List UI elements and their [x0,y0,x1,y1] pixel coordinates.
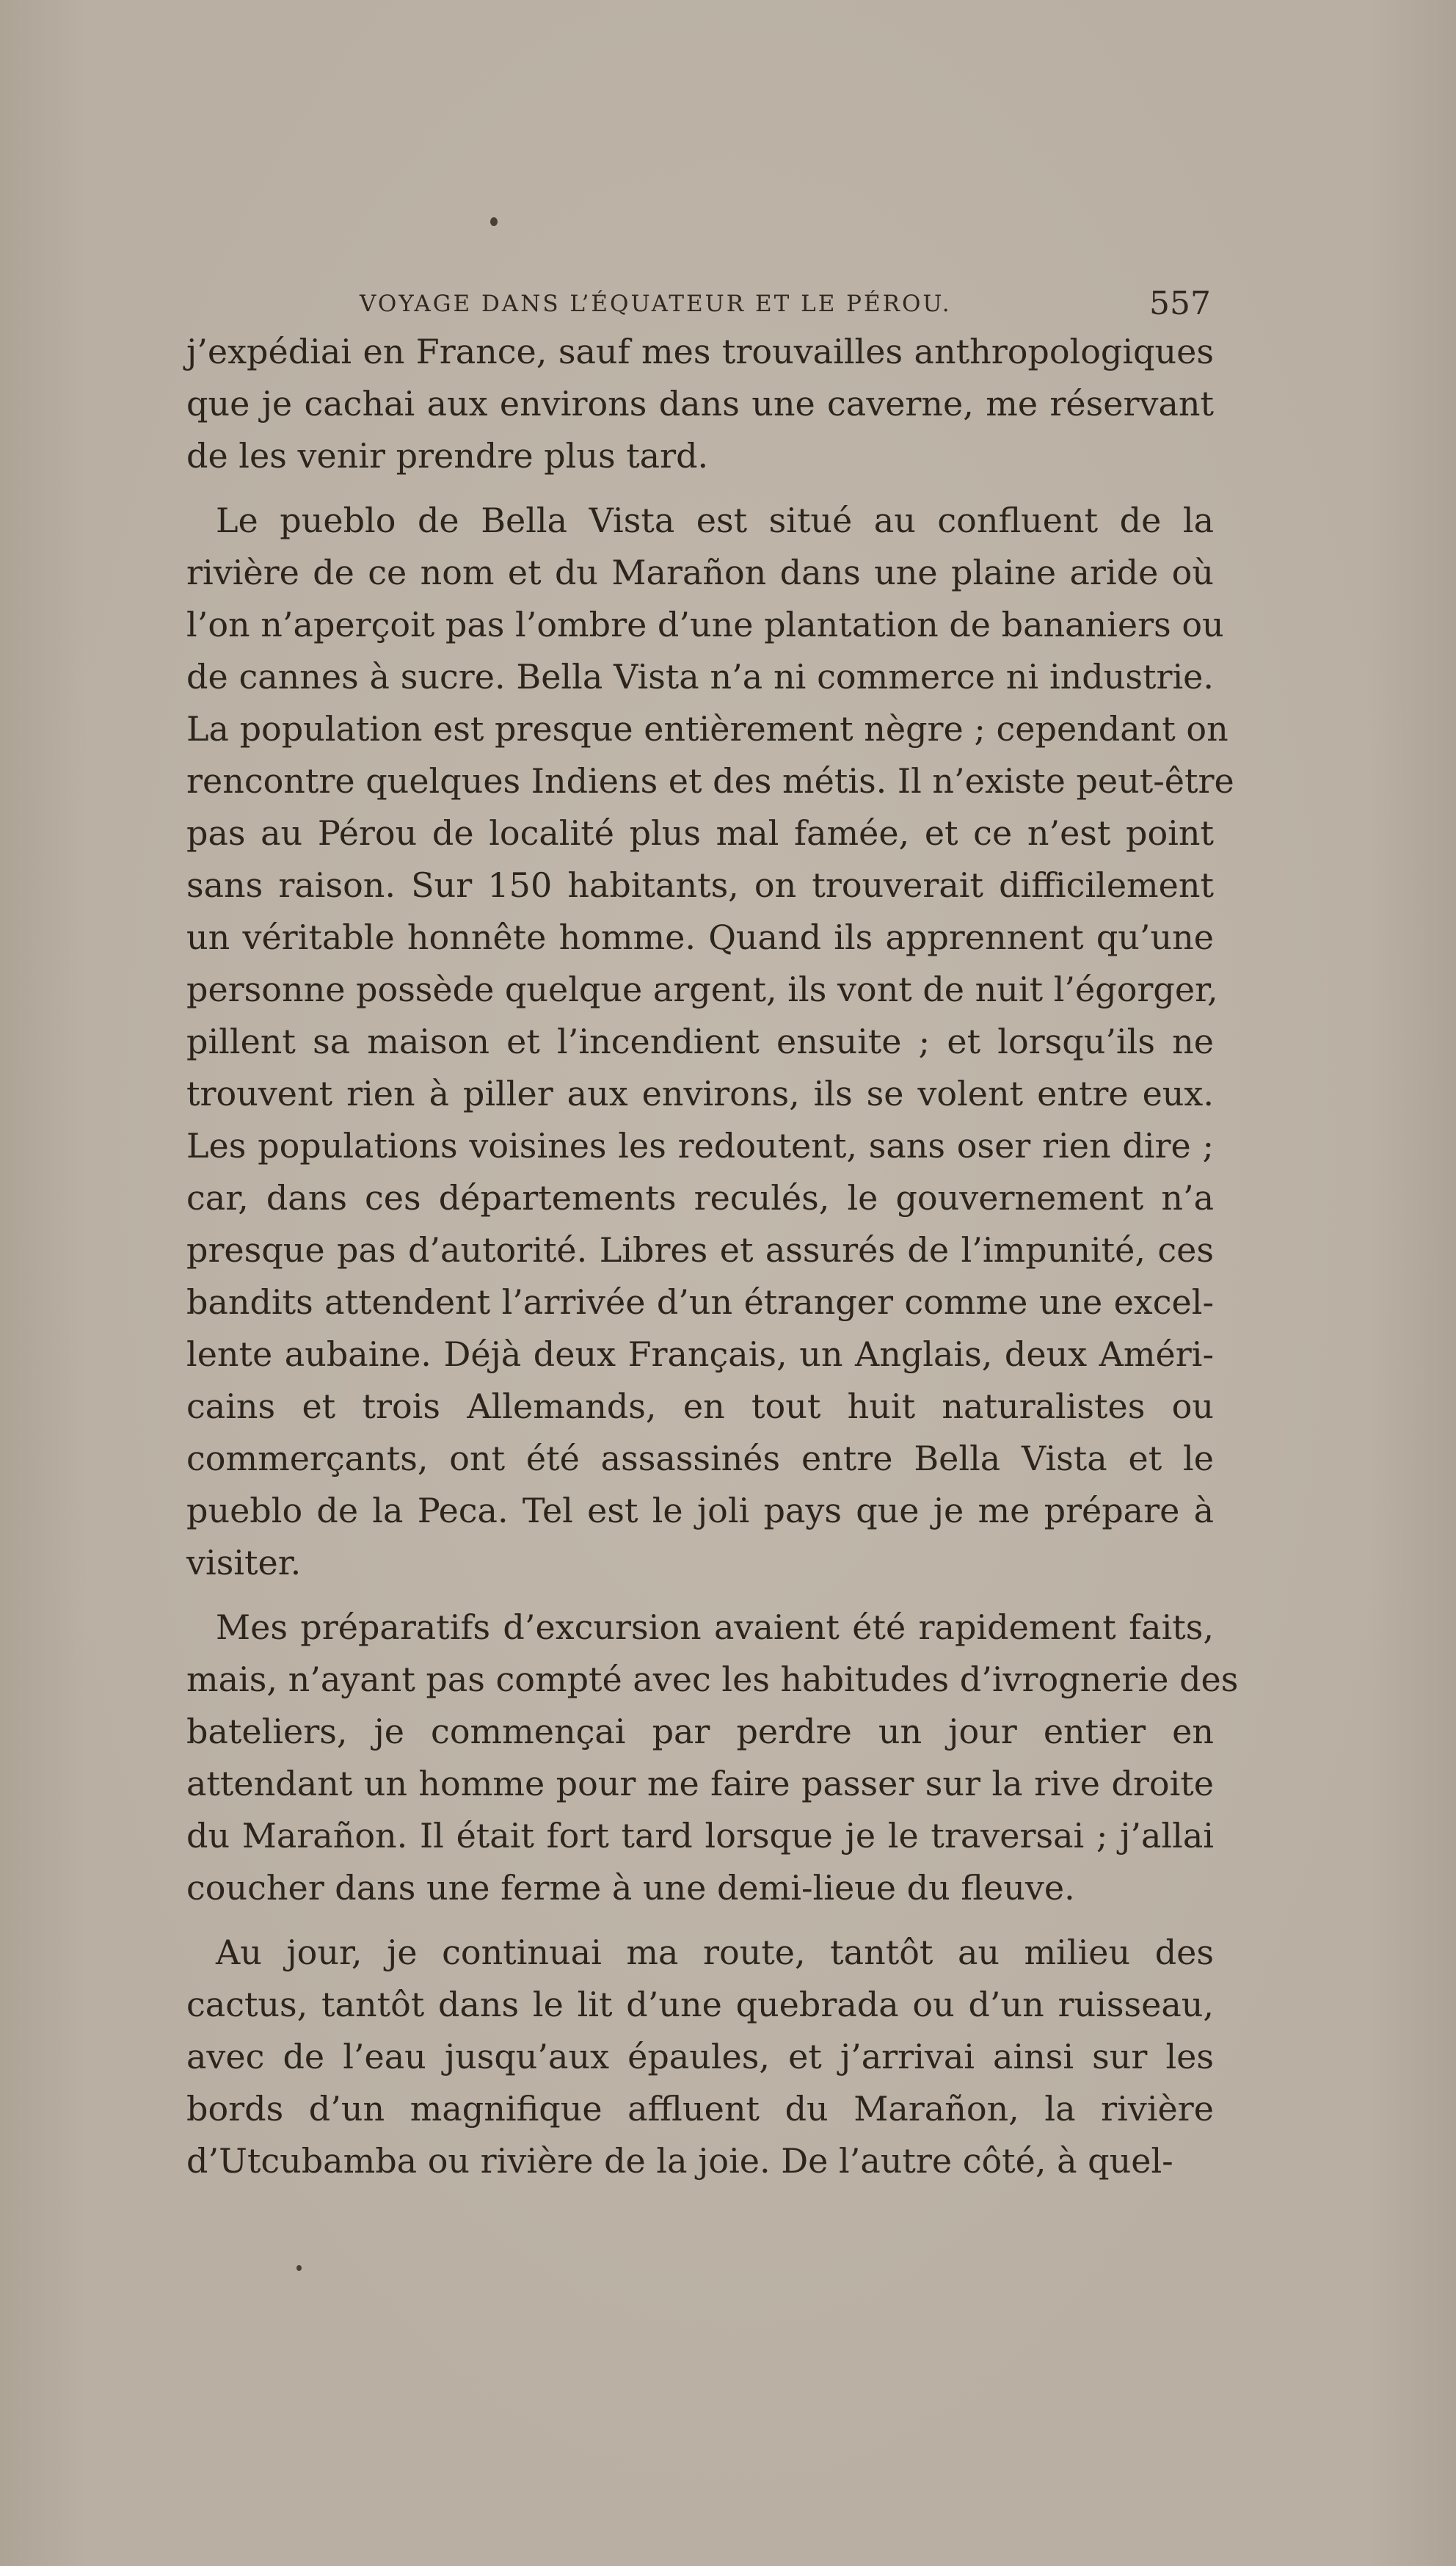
text-line: lente aubaine. Déjà deux Français, un Anglais, deux Améri- [186,1334,1214,1374]
text-line: du Marañon. Il était fort tard lorsque je le traversai ; j’allai [186,1816,1214,1856]
text-line: bateliers, je commençai par perdre un jour entier en [186,1712,1214,1751]
text-line: personne possède quelque argent, ils vont de nuit l’égorger, [186,970,1218,1009]
text-line: bords d’un magnifique affluent du Marañon, la rivière [186,2089,1214,2129]
text-line: pillent sa maison et l’incendient ensuite ; et lorsqu’ils ne [186,1022,1214,1061]
running-header [360,285,1211,321]
text-line: Les populations voisines les redoutent, sans oser rien dire ; [186,1126,1214,1166]
paragraph [186,1602,1239,1914]
text-line: l’on n’aperçoit pas l’ombre d’une plantation de bananiers ou [186,605,1224,644]
text-line: commerçants, ont été assassinés entre Bella Vista et le [186,1439,1214,1478]
text-line: de cannes à sucre. Bella Vista n’a ni commerce ni industrie. [186,657,1214,697]
text-line: j’expédiai en France, sauf mes trouvailles anthropologiques [186,332,1214,371]
text-line: cactus, tantôt dans le lit d’une quebrada ou d’un ruisseau, [186,1985,1214,2024]
body-text [186,326,1239,2200]
text-line: Le pueblo de Bella Vista est situé au confluent de la [216,501,1214,540]
text-line: attendant un homme pour me faire passer sur la rive droite [186,1764,1214,1803]
text-line: Au jour, je continuai ma route, tantôt au milieu des [216,1933,1214,1972]
paragraph [186,495,1234,1589]
paragraph [186,326,1214,482]
text-line: cains et trois Allemands, en tout huit naturalistes ou [186,1386,1214,1426]
text-line: Mes préparatifs d’excursion avaient été rapidement faits, [216,1607,1214,1647]
page-number: 557 [1149,285,1211,322]
text-line: trouvent rien à piller aux environs, ils se volent entre eux. [186,1074,1214,1113]
text-line: un véritable honnête homme. Quand ils apprennent qu’une [186,917,1214,957]
text-line: rencontre quelques Indiens et des métis. Il n’existe peut-être [186,761,1234,801]
text-line: que je cachai aux environs dans une caverne, me réservant [186,384,1214,424]
text-line: pueblo de la Peca. Tel est le joli pays que je me prépare à [186,1491,1214,1530]
text-line: coucher dans une ferme à une demi-lieue du fleuve. [186,1868,1075,1908]
text-line: avec de l’eau jusqu’aux épaules, et j’arrivai ainsi sur les [186,2037,1214,2076]
running-title: VOYAGE DANS L’ÉQUATEUR ET LE PÉROU. [360,291,952,317]
ink-speck [296,2265,302,2271]
text-line: d’Utcubamba ou rivière de la joie. De l’autre côté, à quel- [186,2141,1173,2181]
text-line: car, dans ces départements reculés, le gouvernement n’a [186,1178,1214,1218]
text-line: rivière de ce nom et du Marañon dans une plaine aride où [186,553,1214,592]
text-line: de les venir prendre plus tard. [186,436,709,476]
text-line: visiter. [186,1543,302,1582]
paragraph [186,1927,1214,2187]
text-line: sans raison. Sur 150 habitants, on trouverait difficilement [186,865,1214,905]
text-line: mais, n’ayant pas compté avec les habitudes d’ivrognerie des [186,1660,1239,1699]
ink-speck [490,217,498,226]
text-line: pas au Pérou de localité plus mal famée, et ce n’est point [186,813,1214,853]
text-line: presque pas d’autorité. Libres et assurés de l’impunité, ces [186,1230,1214,1270]
text-line: bandits attendent l’arrivée d’un étranger comme une excel- [186,1282,1214,1322]
text-line: La population est presque entièrement nègre ; cependant on [186,709,1228,749]
